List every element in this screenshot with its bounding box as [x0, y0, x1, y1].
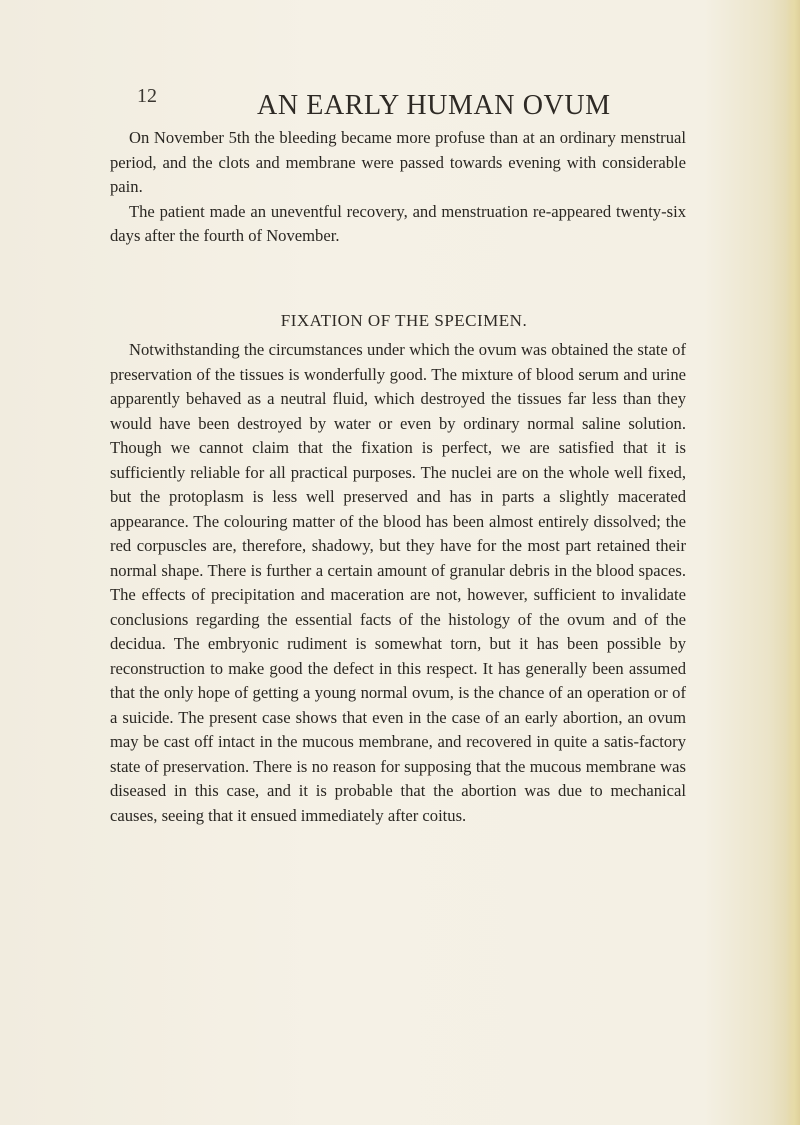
- section-heading: FIXATION OF THE SPECIMEN.: [280, 311, 528, 330]
- fixation-section-body: [110, 338, 686, 828]
- page-edge-shading: [786, 0, 800, 1125]
- section-heading-wrapper: [0, 311, 800, 331]
- paragraph-bleeding: On November 5th the bleeding became more profuse than at an ordinary menstrual period, and the clots and membrane were passed towards evening with considerable pain.: [110, 128, 686, 196]
- opening-paragraphs: [110, 126, 686, 249]
- paragraph-fixation: Notwithstanding the circumstances under which the ovum was obtained the state of preservation of the tissues is wonderfully good. The mixture of blood serum and urine apparently behaved as a neutral fluid, which destroyed the tissues far less than they would have been destroyed by water or even by ordinary normal saline solution. Though we cannot claim that the fixation is perfect, we are satisfied that it is sufficiently reliable for all practical purposes. The nuclei are on the whole well fixed, but the protoplasm is less well preserved and has in parts a slightly macerated appearance. The colouring matter of the blood has been almost entirely dissolved; the red corpuscles are, therefore, shadowy, but they have for the most part retained their normal shape. There is further a certain amount of granular debris in the blood spaces. The effects of precipitation and maceration are not, however, sufficient to invalidate conclusions regarding the essential facts of the histology of the ovum and of the decidua. The embryonic rudiment is somewhat torn, but it has been possible by reconstruction to make good the defect in this respect. It has generally been assumed that the only hope of getting a young normal ovum, is the chance of an operation or of a suicide. The present case shows that even in the case of an early abortion, an ovum may be cast off intact in the mucous membrane, and recovered in quite a satis-factory state of preservation. There is no reason for supposing that the mucous membrane was diseased in this case, and it is probable that the abortion was due to mechanical causes, seeing that it ensued immediately after coitus.: [110, 340, 686, 825]
- running-head: AN EARLY HUMAN OVUM: [257, 90, 611, 121]
- paragraph-recovery: The patient made an uneventful recovery, and menstruation re-appeared twenty-six days after the fourth of November.: [110, 201, 686, 245]
- page-number: 12: [137, 85, 157, 107]
